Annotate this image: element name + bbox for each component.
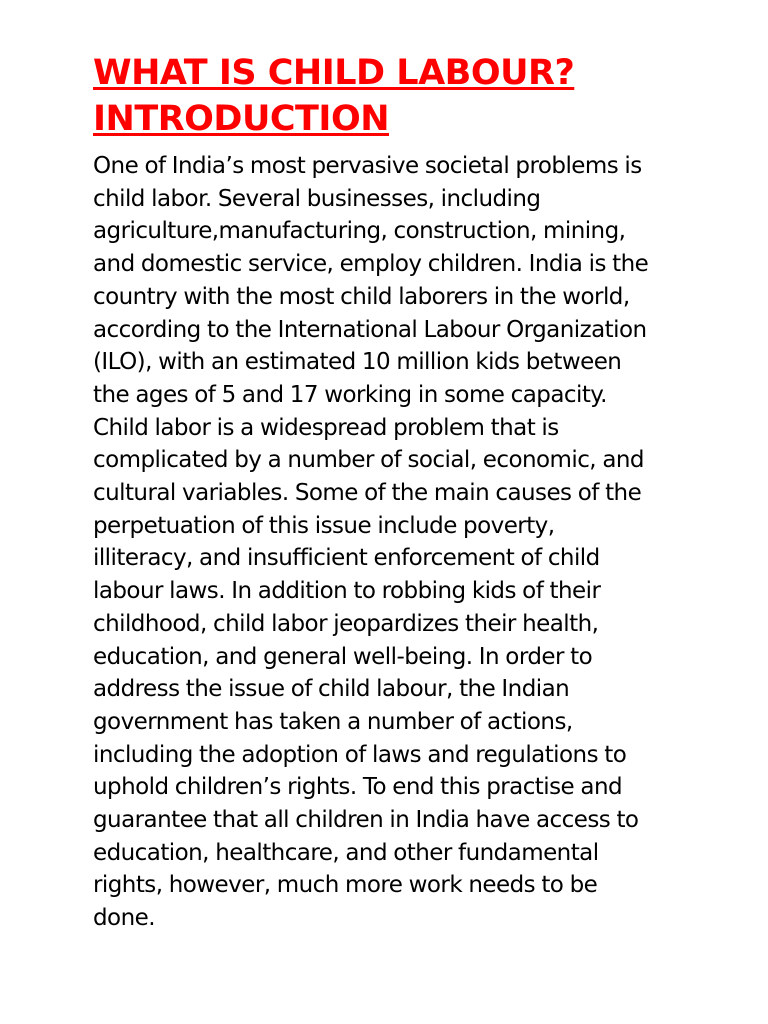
text-line: the ages of 5 and 17 working in some capacity.: [93, 381, 607, 408]
text-line: rights, however, much more work needs to be: [93, 872, 598, 899]
text-line: education, and general well-being. In order to: [93, 643, 593, 670]
text-line: childhood, child labor jeopardizes their health,: [93, 610, 599, 637]
text-line: education, healthcare, and other fundamental: [93, 839, 599, 866]
text-line: (ILO), with an estimated 10 million kids between: [93, 349, 622, 376]
text-line: Child labor is a widespread problem that is: [93, 414, 559, 441]
text-line: guarantee that all children in India have access to: [93, 807, 639, 834]
text-line: complicated by a number of social, economic, and: [93, 447, 644, 474]
text-line: perpetuation of this issue include poverty,: [93, 512, 555, 539]
text-line: country with the most child laborers in the world,: [93, 283, 630, 310]
title-line-2: INTRODUCTION: [93, 99, 389, 139]
page-title: [93, 50, 693, 142]
document-page: [93, 50, 693, 935]
text-line: agriculture,manufacturing, construction, mining,: [93, 218, 626, 245]
text-line: including the adoption of laws and regulations to: [93, 741, 627, 768]
text-line: government has taken a number of actions,: [93, 708, 573, 735]
title-line-1: WHAT IS CHILD LABOUR?: [93, 53, 575, 93]
text-line: and domestic service, employ children. India is the: [93, 251, 649, 278]
text-line: cultural variables. Some of the main causes of the: [93, 480, 642, 507]
text-line: illiteracy, and insufficient enforcement of child: [93, 545, 600, 572]
text-line: child labor. Several businesses, including: [93, 185, 541, 212]
text-line: uphold children’s rights. To end this practise and: [93, 774, 623, 801]
text-line: done.: [93, 905, 155, 932]
text-line: address the issue of child labour, the Indian: [93, 676, 570, 703]
text-line: according to the International Labour Organization: [93, 316, 647, 343]
text-line: labour laws. In addition to robbing kids of their: [93, 578, 601, 605]
text-line: One of India’s most pervasive societal problems is: [93, 153, 642, 179]
body-paragraph: [93, 150, 693, 935]
